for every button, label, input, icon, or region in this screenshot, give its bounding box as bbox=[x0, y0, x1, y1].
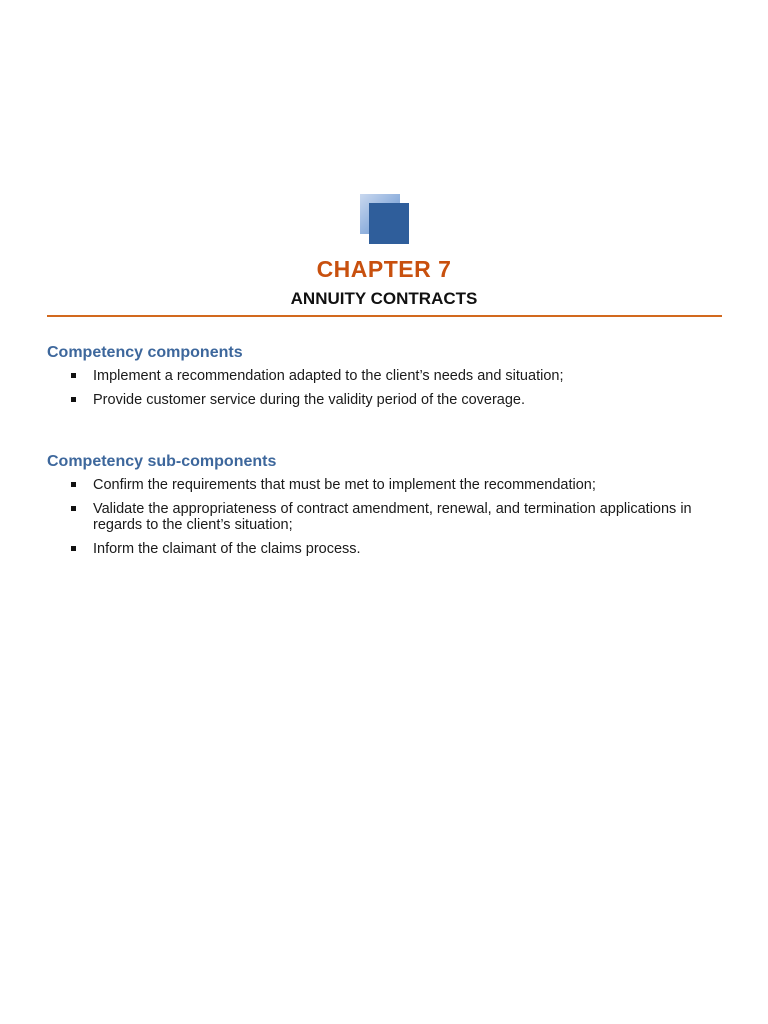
section-heading: Competency components bbox=[47, 344, 243, 361]
list-item bbox=[47, 392, 727, 408]
title-divider bbox=[47, 315, 722, 317]
section-heading: Competency sub-components bbox=[47, 453, 277, 470]
chapter-number: CHAPTER 7 bbox=[316, 256, 452, 282]
list-item-text: Implement a recommendation adapted to the client’s needs and situation; bbox=[93, 368, 564, 384]
list-item bbox=[47, 477, 727, 493]
list-item bbox=[47, 368, 727, 384]
square-bullet-icon bbox=[71, 482, 76, 487]
list-item-text: Confirm the requirements that must be met to implement the recommendation; bbox=[93, 477, 596, 493]
competency-sub-components-section bbox=[47, 453, 727, 565]
list-item-text: Validate the appropriateness of contract amendment, renewal, and termination applications in regards to the client’s situation; bbox=[93, 501, 692, 533]
list-item-text: Inform the claimant of the claims process. bbox=[93, 541, 361, 557]
square-bullet-icon bbox=[71, 397, 76, 402]
chapter-title: ANNUITY CONTRACTS bbox=[290, 289, 478, 308]
list-item bbox=[47, 501, 727, 533]
chapter-logo-icon bbox=[360, 194, 410, 244]
square-bullet-icon bbox=[71, 373, 76, 378]
bullet-list bbox=[47, 477, 727, 557]
square-bullet-icon bbox=[71, 506, 76, 511]
logo-front-square bbox=[369, 203, 409, 244]
list-item-text: Provide customer service during the validity period of the coverage. bbox=[93, 392, 525, 408]
bullet-list bbox=[47, 368, 727, 408]
square-bullet-icon bbox=[71, 546, 76, 551]
list-item bbox=[47, 541, 727, 557]
competency-components-section bbox=[47, 344, 727, 416]
